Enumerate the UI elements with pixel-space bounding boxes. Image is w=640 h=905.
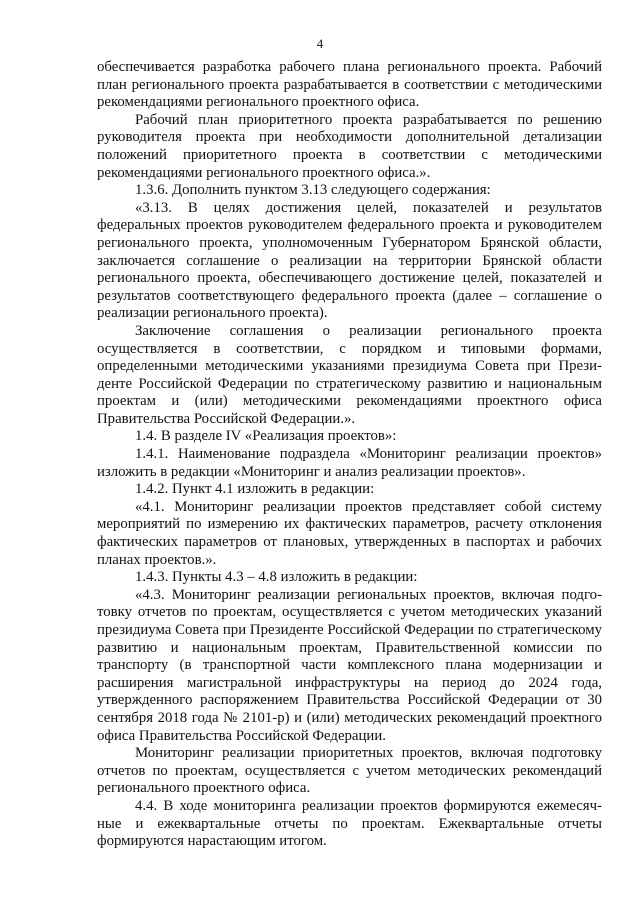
paragraph: Рабочий план приоритетного проекта разрабатывается по решению руководителя проекта при необходимости дополнительной детализации положений приоритетного проекта в соответствии с методическими рекомендациями регионального проектного офиса.». — [97, 111, 602, 181]
paragraph: Мониторинг реализации приоритетных проектов, включая подготовку отчетов по проектам, осуществляется с учетом методических рекомендаций регионального проектного офиса. — [97, 745, 602, 797]
body-text — [97, 59, 602, 851]
paragraph: 1.4.3. Пункты 4.3 – 4.8 изложить в редакции: — [135, 569, 418, 586]
paragraph: 1.3.6. Дополнить пунктом 3.13 следующего содержания: — [135, 182, 491, 199]
paragraph: Заключение соглашения о реализации регионального проекта осуществляется в соответствии, с порядком и типовыми формами, определенными методическими указаниями президиума Совета при Президенте Российской Федерации по стратегическому развитию и национальным проектам и (или) методическими рекомендациями проектного офиса Правительства Российской Федерации.». — [97, 322, 602, 427]
paragraph: 1.4. В разделе IV «Реализация проектов»: — [135, 428, 397, 445]
paragraph: 4.4. В ходе мониторинга реализации проектов формируются ежемесячные и ежеквартальные отчеты по проектам. Ежеквартальные отчеты формируются нарастающим итогом. — [97, 797, 602, 850]
page-number: 4 — [316, 36, 324, 51]
paragraph: «4.1. Мониторинг реализации проектов представляет собой систему мероприятий по измерению их фактических параметров, расчету отклонения фактических параметров от плановых, утвержденных в паспортах и рабочих планах проектов.». — [97, 498, 602, 568]
paragraph: «3.13. В целях достижения целей, показателей и результатов федеральных проектов руководителем федерального проекта и руководителем регионального проекта, уполномоченным Губернатором Брянской области, заключается соглашение о реализации на территории Брянской области регионального проекта, обеспечивающего достижение целей, показателей и результатов соответствующего федерального проекта (далее – соглашение о реализации регионального проекта). — [97, 199, 602, 322]
paragraph: «4.3. Мониторинг реализации региональных проектов, включая подготовку отчетов по проектам, осуществляется с учетом методических указаний президиума Совета при Президенте Российской Федерации по стратегическому развитию и национальным проектам, Правительственной комиссии по транспорту (в транспортной части комплексного плана модернизации и расширения магистральной инфраструктуры на период до 2024 года, утвержденного распоряжением Правительства Российской Федерации от 30 сентября 2018 года № 2101-р) и (или) методических рекомендаций проектного офиса Правительства Российской Федерации. — [97, 586, 602, 744]
paragraph: 1.4.2. Пункт 4.1 изложить в редакции: — [135, 481, 375, 498]
paragraph: обеспечивается разработка рабочего плана регионального проекта. Рабочий план регионального проекта разрабатывается в соответствии с методическими рекомендациями регионального проектного офиса. — [97, 59, 602, 111]
paragraph: 1.4.1. Наименование подраздела «Мониторинг реализации проектов» изложить в редакции «Мониторинг и анализ реализации проектов». — [97, 446, 602, 480]
